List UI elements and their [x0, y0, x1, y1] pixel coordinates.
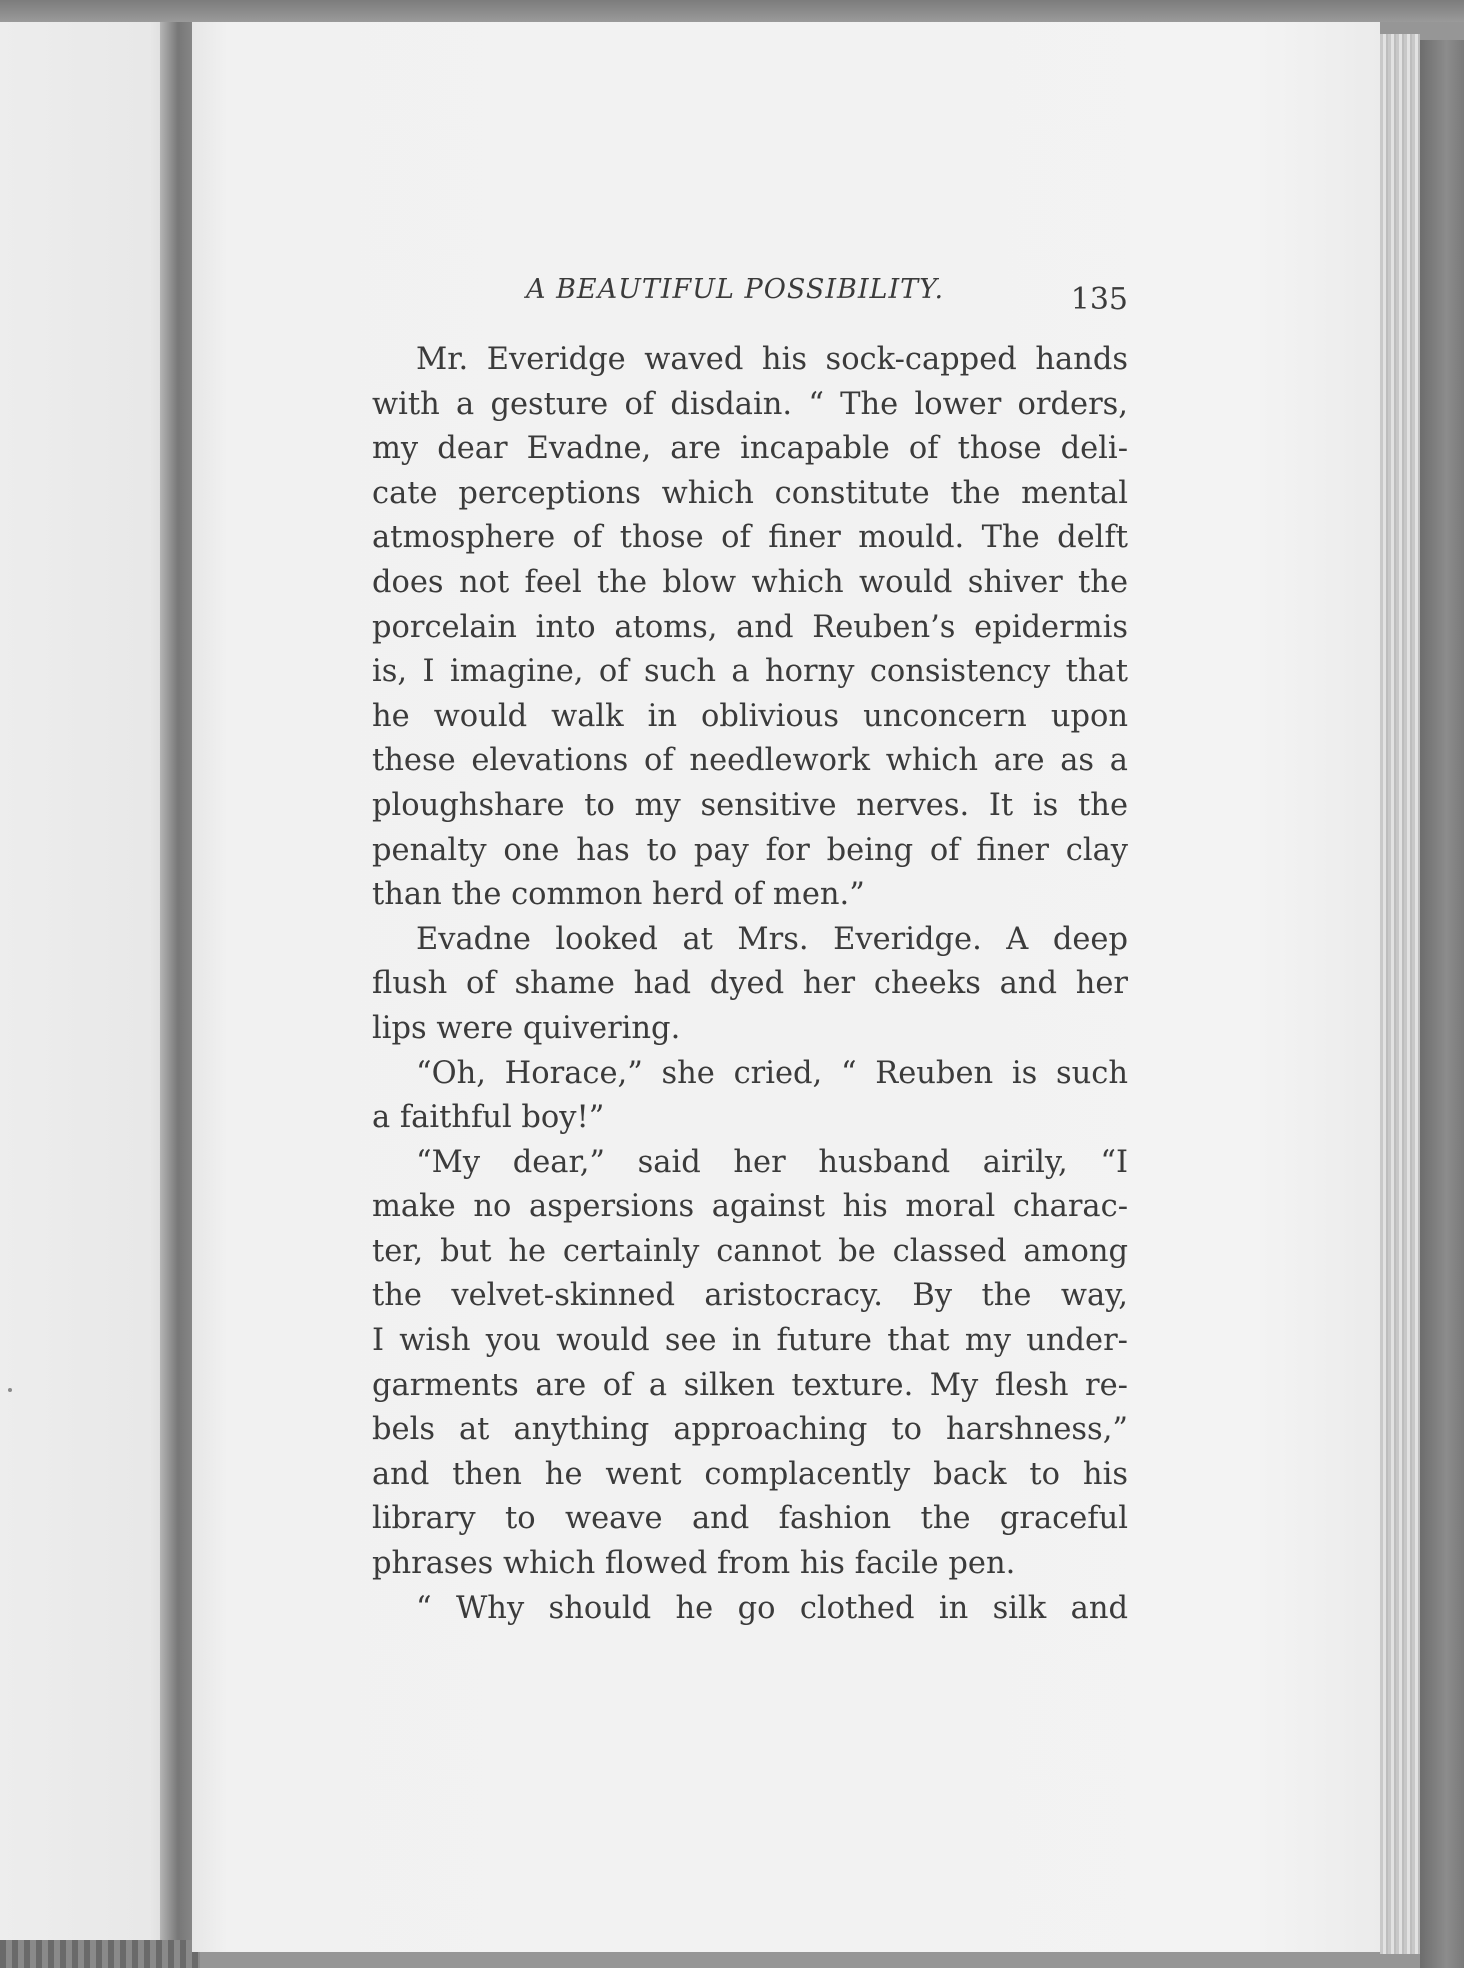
stray-mark [8, 1388, 12, 1392]
page-fore-edge [1380, 34, 1420, 1954]
page-content [372, 268, 1128, 1631]
text-line: make no aspersions against his moral charac- [372, 1189, 1128, 1225]
text-line: he would walk in oblivious unconcern upon [372, 698, 1128, 734]
text-line: atmosphere of those of finer mould. The delft [372, 520, 1128, 556]
text-line: my dear Evadne, are incapable of those deli- [372, 431, 1128, 467]
text-line: I wish you would see in future that my under- [372, 1323, 1128, 1359]
text-line: “Oh, Horace,” she cried, “ Reuben is such [416, 1055, 1128, 1091]
running-head-title: A BEAUTIFUL POSSIBILITY. [526, 274, 945, 305]
text-line: porcelain into atoms, and Reuben’s epidermis [372, 609, 1128, 645]
text-line: library to weave and fashion the graceful [372, 1501, 1128, 1537]
left-page-edge [0, 22, 170, 1942]
text-line: with a gesture of disdain. “ The lower orders, [372, 386, 1128, 422]
text-line: cate perceptions which constitute the mental [372, 475, 1128, 511]
body-text [372, 338, 1128, 1631]
text-line: Mr. Everidge waved his sock-capped hands [416, 342, 1128, 377]
text-line: “My dear,” said her husband airily, “I [416, 1144, 1128, 1180]
text-line: the velvet-skinned aristocracy. By the way, [372, 1278, 1128, 1314]
text-line: lips were quivering. [372, 1010, 681, 1046]
text-line: penalty one has to pay for being of finer clay [372, 832, 1128, 868]
text-line: these elevations of needlework which are as a [372, 743, 1128, 779]
running-head [372, 268, 1128, 317]
text-line: garments are of a silken texture. My flesh re- [372, 1367, 1128, 1403]
text-line: “ Why should he go clothed in silk and [416, 1590, 1128, 1626]
text-line: ter, but he certainly cannot be classed among [372, 1233, 1128, 1269]
text-line: does not feel the blow which would shiver the [372, 564, 1128, 600]
text-line: bels at anything approaching to harshness,” [372, 1412, 1128, 1448]
text-line: than the common herd of men.” [372, 877, 865, 913]
text-line: ploughshare to my sensitive nerves. It is the [372, 787, 1128, 823]
page-number: 135 [1070, 282, 1128, 317]
bottom-binding-strip [0, 1940, 200, 1968]
text-line: flush of shame had dyed her cheeks and her [372, 966, 1128, 1002]
text-line: Evadne looked at Mrs. Everidge. A deep [416, 921, 1128, 957]
text-line: a faithful boy!” [372, 1100, 605, 1136]
text-line: and then he went complacently back to his [372, 1456, 1128, 1492]
text-line: phrases which flowed from his facile pen. [372, 1546, 1016, 1582]
text-line: is, I imagine, of such a horny consistency that [372, 654, 1128, 690]
book-cover-edge [1420, 40, 1464, 1968]
scan-top-shadow [0, 0, 1464, 22]
